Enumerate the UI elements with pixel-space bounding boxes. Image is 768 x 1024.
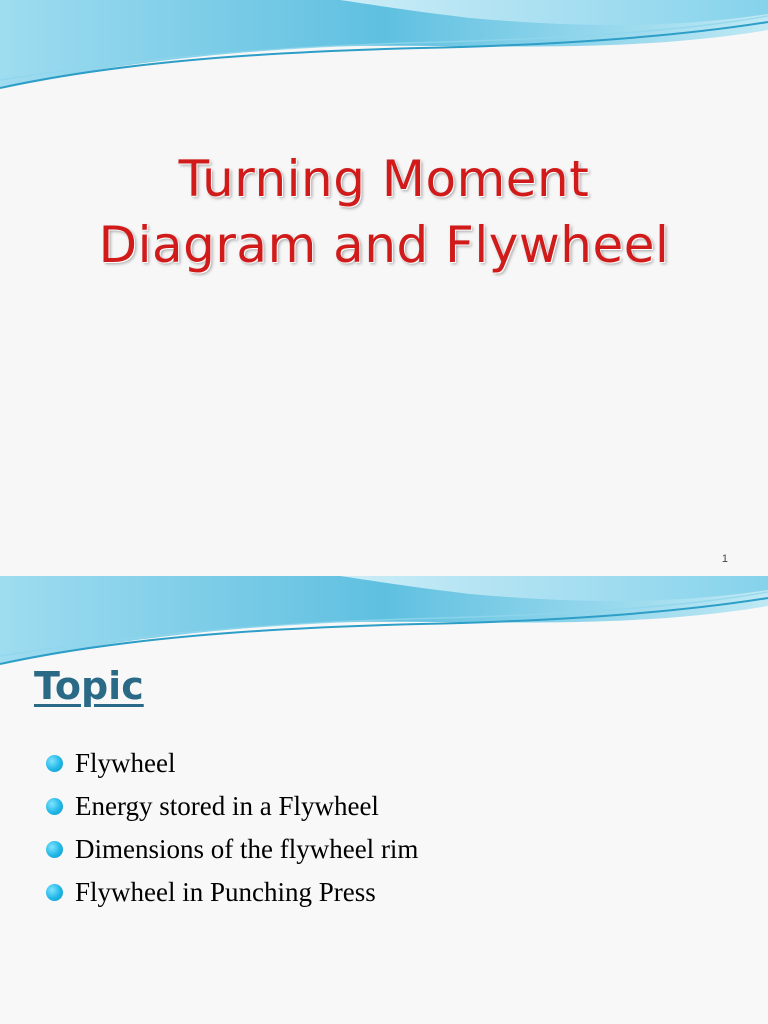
bullet-circle-icon: [46, 884, 63, 901]
list-item-text: Dimensions of the flywheel rim: [75, 834, 419, 864]
topic-heading: Topic: [34, 664, 144, 708]
page-number: 1: [721, 553, 728, 565]
list-item: [46, 744, 418, 787]
slide-title: [0, 146, 768, 278]
list-item-text: Energy stored in a Flywheel: [75, 791, 379, 821]
list-item: [46, 873, 418, 916]
title-line-1: Turning Moment: [178, 150, 590, 208]
list-item-text: Flywheel: [75, 748, 176, 778]
header-wave-decoration-2: [0, 576, 768, 671]
bullet-circle-icon: [46, 798, 63, 815]
title-line-2: Diagram and Flywheel: [98, 216, 670, 274]
list-item: [46, 830, 418, 873]
bullet-circle-icon: [46, 841, 63, 858]
topic-list: [46, 744, 418, 916]
bullet-circle-icon: [46, 755, 63, 772]
list-item: [46, 787, 418, 830]
topic-slide: [0, 576, 768, 1024]
header-wave-decoration: [0, 0, 768, 95]
list-item-text: Flywheel in Punching Press: [75, 877, 376, 907]
